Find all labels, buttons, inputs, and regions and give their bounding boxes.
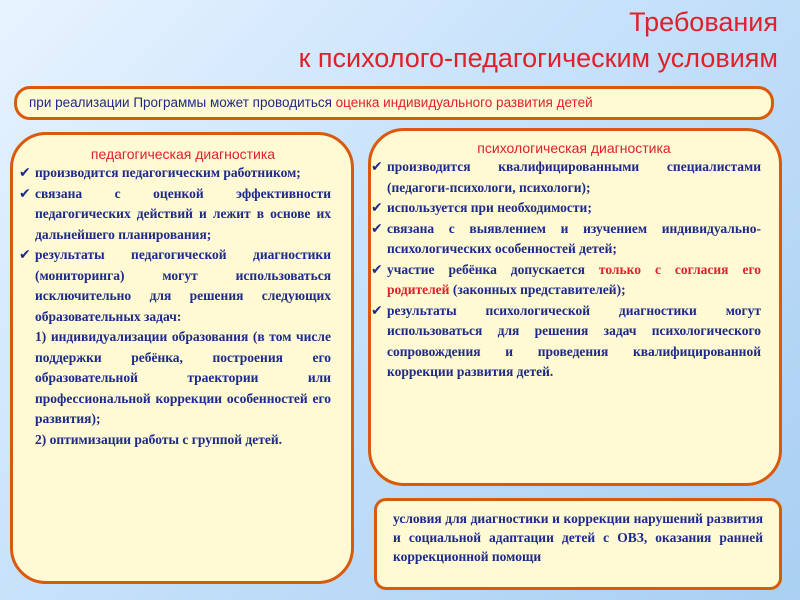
psychological-item [371, 219, 761, 260]
checkmark-icon: ✔ [19, 165, 31, 181]
checkmark-icon: ✔ [371, 261, 383, 278]
page-title [38, 4, 778, 76]
psychological-title: психологическая диагностика [477, 140, 671, 156]
checkmark-icon: ✔ [19, 185, 31, 202]
banner-highlight: оценка индивидуального развития детей [335, 95, 593, 110]
psychological-item-text: используется при необходимости; [387, 200, 592, 215]
psychological-item-text: производится квалифицированными специалистами (педагоги-психологи, психологи); [387, 159, 761, 195]
title-line-1: Требования [629, 7, 778, 37]
psychological-item [371, 157, 761, 198]
psychological-item-text: связана с выявлением и изучением индивидуально-психологических особенностей детей; [387, 220, 761, 256]
pedagogical-item-text: производится педагогическим работником; [35, 165, 301, 180]
pedagogical-item [19, 184, 331, 246]
checkmark-icon: ✔ [371, 159, 383, 175]
psychological-item-text: участие ребёнка допускается [387, 261, 599, 277]
checkmark-icon: ✔ [371, 302, 383, 319]
title-line-2: к психолого-педагогическим условиям [298, 43, 778, 73]
checkmark-icon: ✔ [371, 200, 383, 216]
psychological-item [371, 301, 761, 383]
checkmark-icon: ✔ [19, 247, 31, 263]
pedagogical-item [19, 245, 331, 327]
consent-highlight: только с согласия его родителей [387, 261, 761, 297]
psychological-diagnostics-panel [368, 128, 782, 486]
pedagogical-item [19, 163, 331, 184]
pedagogical-title: педагогическая диагностика [90, 146, 276, 162]
pedagogical-item-text: результаты педагогической диагностики (мониторинга) могут использоваться исключительно для решения следующих образовательных задач: [35, 247, 331, 324]
conditions-panel [374, 498, 782, 590]
checkmark-icon: ✔ [371, 220, 383, 237]
pedagogical-diagnostics-panel [10, 132, 354, 584]
pedagogical-item-text: связана с оценкой эффективности педагогических действий и лежит в основе их дальнейшего планирования; [35, 185, 331, 242]
conditions-text: условия для диагностики и коррекции нарушений развития и социальной адаптации детей с ОВЗ, оказания ранней коррекционной помощи [393, 511, 763, 564]
banner-text: при реализации Программы может проводиться [29, 95, 336, 110]
psychological-item [371, 198, 761, 219]
psychological-item-text: (законных представителей); [449, 282, 626, 297]
assessment-banner [14, 86, 774, 120]
psychological-item [371, 260, 761, 301]
psychological-item-text: результаты психологической диагностики могут использоваться для решения задач психологического сопровождения и проведения квалифицированной коррекции развития детей. [387, 302, 761, 379]
pedagogical-subitem: 1) индивидуализации образования (в том числе поддержки ребёнка, построения его образовательной траектории или профессиональной коррекции особенностей его развития); [35, 329, 331, 426]
pedagogical-subitem: 2) оптимизации работы с группой детей. [35, 431, 283, 447]
